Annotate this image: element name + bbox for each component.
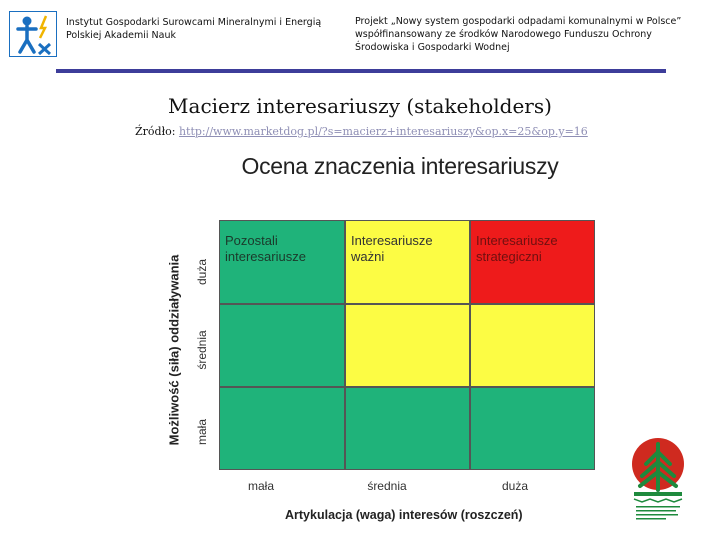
source-line bbox=[135, 125, 588, 138]
matrix-cell-low-high bbox=[470, 387, 595, 470]
x-tick-low: mała bbox=[247, 479, 274, 493]
matrix-cell-medium-high bbox=[470, 304, 595, 387]
cell-label-line-1: Interesariusze bbox=[476, 233, 558, 248]
institute-name bbox=[66, 16, 336, 42]
header-divider bbox=[56, 69, 666, 73]
matrix-cell-high-high bbox=[470, 220, 595, 304]
project-description bbox=[355, 15, 705, 54]
y-tick-medium: średnia bbox=[195, 330, 209, 370]
institute-line-2: Polskiej Akademii Nauk bbox=[66, 30, 176, 41]
cell-label-line-1: Pozostali bbox=[225, 233, 278, 248]
y-tick-low: mała bbox=[195, 418, 209, 446]
cell-label-line-2: interesariusze bbox=[225, 249, 306, 264]
cell-label-line-2: strategiczni bbox=[476, 249, 542, 264]
matrix-cell-low-low bbox=[219, 387, 345, 470]
project-line-3: Środowiska i Gospodarki Wodnej bbox=[355, 42, 510, 53]
matrix-cell-high-low bbox=[219, 220, 345, 304]
matrix-cell-low-medium bbox=[345, 387, 470, 470]
cell-label-line-2: ważni bbox=[351, 249, 385, 264]
project-line-1: Projekt „Nowy system gospodarki odpadami komunalnymi w Polsce” bbox=[355, 16, 682, 27]
institute-logo-icon bbox=[9, 11, 57, 57]
x-tick-medium: średnia bbox=[367, 479, 407, 493]
nfosigw-logo-icon bbox=[628, 436, 696, 526]
source-label: Źródło: bbox=[135, 125, 176, 138]
y-tick-high: duża bbox=[195, 258, 209, 286]
stakeholder-matrix bbox=[219, 220, 595, 470]
matrix-cell-medium-low bbox=[219, 304, 345, 387]
chart-title: Ocena znaczenia interesariuszy bbox=[241, 153, 559, 179]
slide-title: Macierz interesariuszy (stakeholders) bbox=[168, 94, 552, 118]
cell-label-line-1: Interesariusze bbox=[351, 233, 433, 248]
matrix-cell-medium-medium bbox=[345, 304, 470, 387]
source-link[interactable]: http://www.marketdog.pl/?s=macierz+interesariuszy&op.x=25&op.y=16 bbox=[178, 125, 588, 138]
institute-line-1: Instytut Gospodarki Surowcami Mineralnymi i Energią bbox=[66, 17, 322, 28]
matrix-cell-high-medium bbox=[345, 220, 470, 304]
project-line-2: współfinansowany ze środków Narodowego Funduszu Ochrony bbox=[355, 29, 652, 40]
y-axis-title: Możliwość (siła) oddziaływania bbox=[166, 254, 182, 446]
x-axis-title: Artykulacja (waga) interesów (roszczeń) bbox=[285, 508, 523, 522]
x-tick-high: duża bbox=[501, 479, 529, 493]
